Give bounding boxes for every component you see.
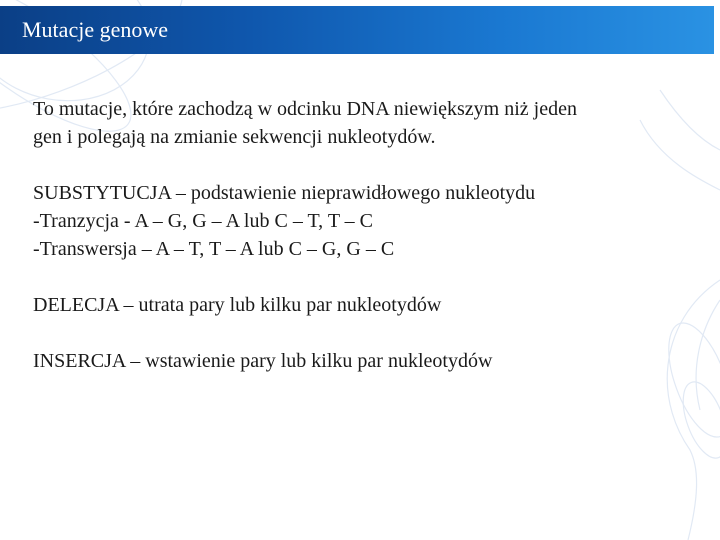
deletion-section <box>33 291 703 319</box>
spacer <box>33 151 703 179</box>
spacer <box>33 263 703 291</box>
slide-content <box>33 95 703 375</box>
title-bar <box>0 6 714 54</box>
definition-line-2: gen i polegają na zmianie sekwencji nukleotydów. <box>33 126 436 148</box>
spacer <box>33 319 703 347</box>
insertion-section <box>33 347 703 375</box>
insertion-line: INSERCJA – wstawienie pary lub kilku par nukleotydów <box>33 350 493 372</box>
definition-line-1: To mutacje, które zachodzą w odcinku DNA niewiększym niż jeden <box>33 98 577 120</box>
substitution-heading: SUBSTYTUCJA – podstawienie nieprawidłowego nukleotydu <box>33 182 536 204</box>
transversion-line: -Transwersja – A – T, T – A lub C – G, G – C <box>33 238 395 260</box>
deletion-line: DELECJA – utrata pary lub kilku par nukleotydów <box>33 294 442 316</box>
transition-line: -Tranzycja - A – G, G – A lub C – T, T – C <box>33 210 374 232</box>
definition-paragraph <box>33 95 703 151</box>
substitution-section <box>33 179 703 263</box>
slide-title: Mutacje genowe <box>22 17 168 42</box>
